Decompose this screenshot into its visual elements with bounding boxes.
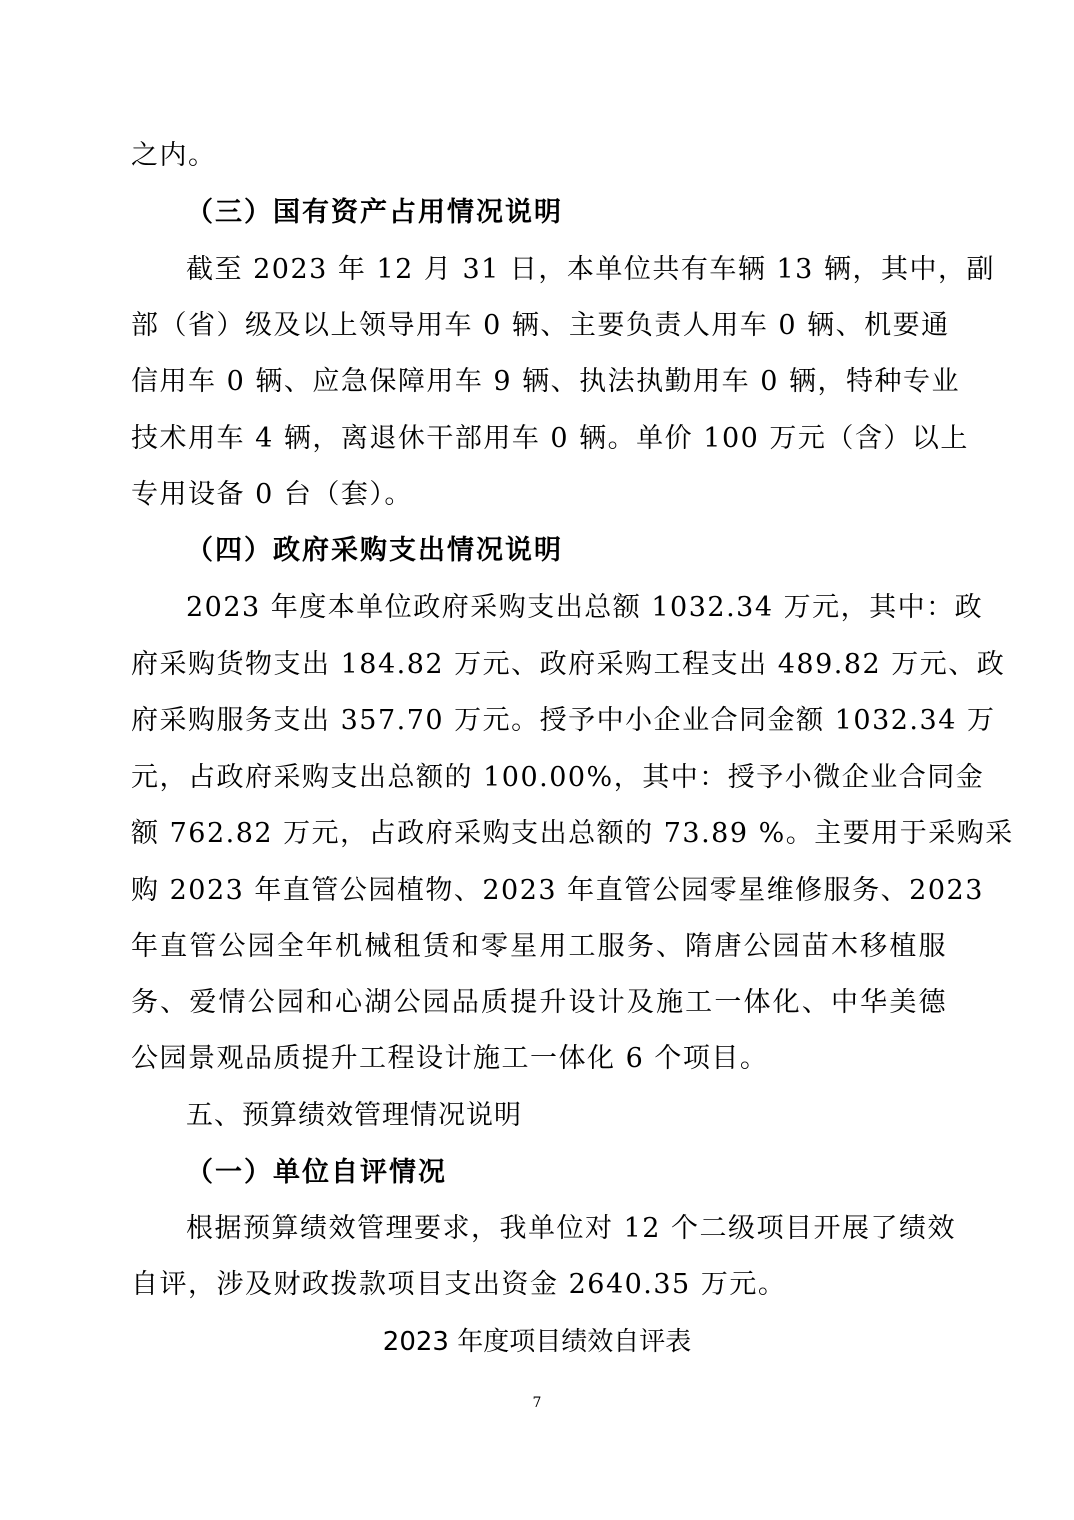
paragraph-line: 根据预算绩效管理要求，我单位对 12 个二级项目开展了绩效	[186, 1213, 957, 1244]
paragraph-line: 技术用车 4 辆，离退休干部用车 0 辆。单价 100 万元（含）以上	[131, 423, 969, 454]
paragraph-line: 2023 年度本单位政府采购支出总额 1032.34 万元，其中：政	[186, 592, 984, 623]
paragraph-line: 公园景观品质提升工程设计施工一体化 6 个项目。	[131, 1043, 769, 1074]
paragraph-line: 信用车 0 辆、应急保障用车 9 辆、执法执勤用车 0 辆，特种专业	[131, 366, 961, 397]
paragraph-line: 元，占政府采购支出总额的 100.00%，其中：授予小微企业合同金	[131, 762, 985, 793]
paragraph-line: 额 762.82 万元，占政府采购支出总额的 73.89 %。主要用于采购采	[131, 818, 1014, 849]
paragraph-line: 府采购货物支出 184.82 万元、政府采购工程支出 489.82 万元、政	[131, 649, 1006, 680]
paragraph-line: 专用设备 0 台（套）。	[131, 479, 413, 510]
page-number: 7	[532, 1395, 542, 1411]
paragraph-line: 年直管公园全年机械租赁和零星用工服务、隋唐公园苗木移植服	[131, 931, 947, 962]
paragraph-line: 购 2023 年直管公园植物、2023 年直管公园零星维修服务、2023	[131, 875, 984, 906]
section-heading-performance: 五、预算绩效管理情况说明	[186, 1100, 522, 1131]
paragraph-line: 府采购服务支出 357.70 万元。授予中小企业合同金额 1032.34 万	[131, 705, 996, 736]
paragraph-line: 截至 2023 年 12 月 31 日，本单位共有车辆 13 辆，其中，副	[186, 254, 995, 285]
paragraph-line: 务、爱情公园和心湖公园品质提升设计及施工一体化、中华美德	[131, 987, 947, 1018]
section-heading-assets: （三）国有资产占用情况说明	[186, 197, 563, 228]
section-heading-procurement: （四）政府采购支出情况说明	[186, 535, 563, 566]
paragraph-line: 部（省）级及以上领导用车 0 辆、主要负责人用车 0 辆、机要通	[131, 310, 950, 341]
table-title: 2023 年度项目绩效自评表	[382, 1327, 692, 1357]
paragraph-line: 之内。	[131, 140, 217, 171]
subsection-heading-self-evaluation: （一）单位自评情况	[186, 1157, 447, 1188]
paragraph-line: 自评，涉及财政拨款项目支出资金 2640.35 万元。	[131, 1269, 787, 1300]
